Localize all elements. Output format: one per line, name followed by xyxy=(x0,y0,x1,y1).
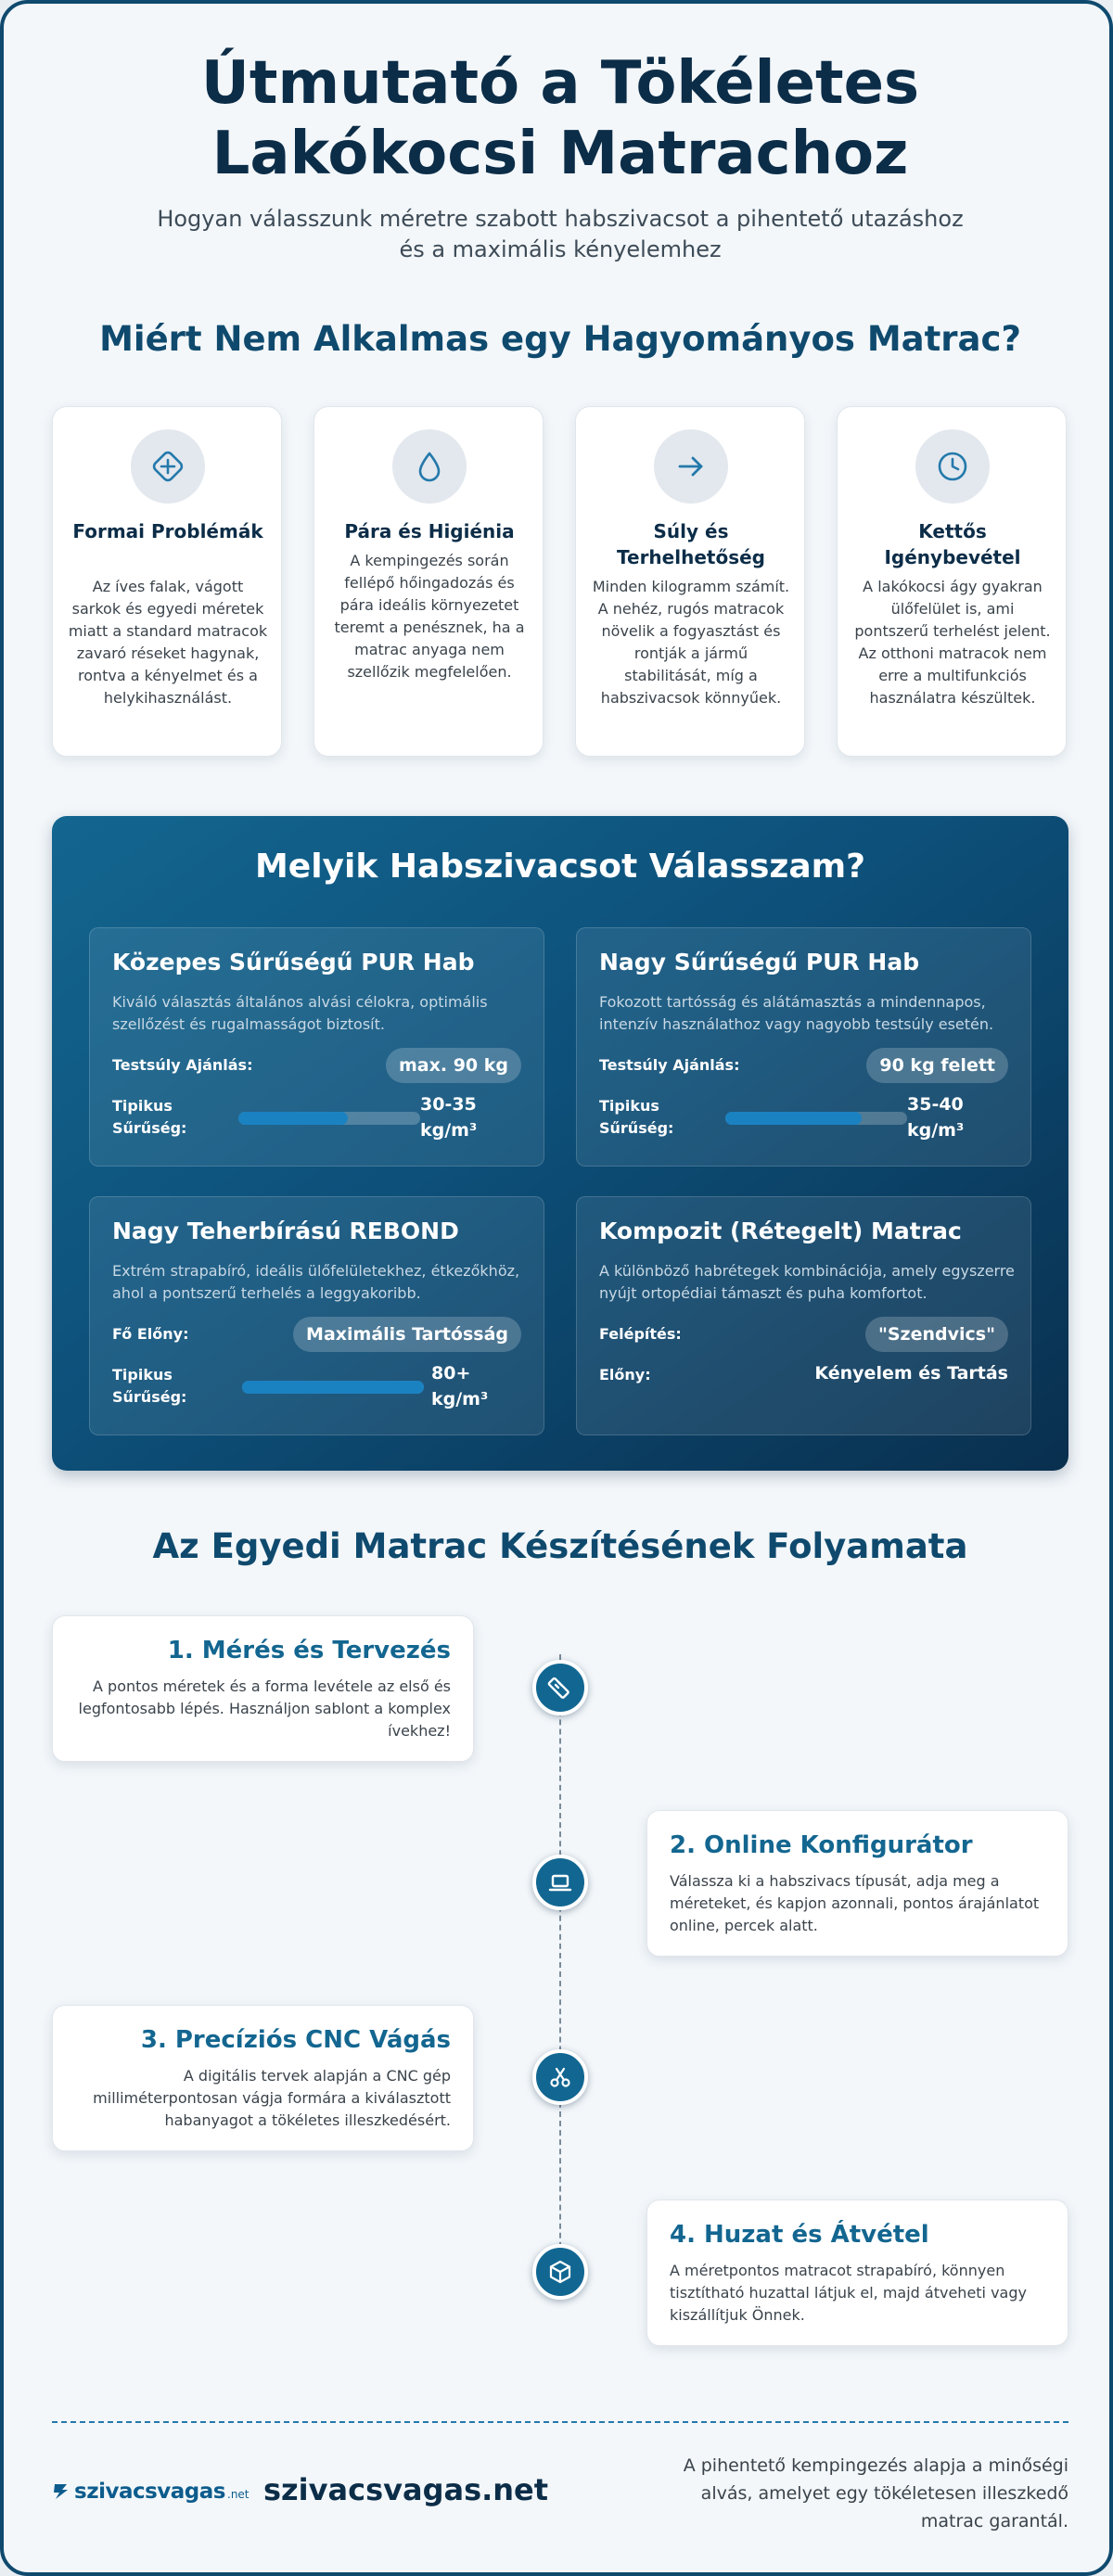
process-step-title: 4. Huzat és Átvétel xyxy=(670,2221,929,2249)
density-bar xyxy=(725,1112,907,1125)
process-step-text: A méretpontos matracot strapabíró, könnyen tisztítható huzattal látjuk el, majd átveheti vagy kiszállítjuk Önnek. xyxy=(670,2262,1027,2324)
logo-mark-icon xyxy=(52,2481,70,2502)
process-step-title: 1. Mérés és Tervezés xyxy=(167,1637,451,1664)
process-step-text: A pontos méretek és a forma levétele az első és legfontosabb lépés. Használjon sablont a komplex ívekhez! xyxy=(78,1677,451,1740)
foam-card-description: Fokozott tartósság és alátámasztás a mindennapos, intenzív használathoz vagy nagyobb testsúly esetén. xyxy=(599,993,994,1033)
structure-label: Felépítés: xyxy=(599,1325,682,1343)
density-label: Tipikus Sűrűség: xyxy=(112,1097,187,1137)
page-title: Útmutató a Tökéletes Lakókocsi Matrachoz xyxy=(200,49,920,188)
plus-diamond-icon xyxy=(131,429,205,504)
brand-name[interactable]: szivacsvagas.net xyxy=(263,2472,549,2507)
logo-tld: .net xyxy=(227,2488,249,2501)
problem-card-title: Súly és Terhelhetőség xyxy=(617,520,765,568)
foam-card xyxy=(89,1196,544,1435)
process-step-text: Válassza ki a habszivacs típusát, adja meg a méreteket, és kapjon azonnali, pontos árajánlatot online, percek alatt. xyxy=(670,1872,1040,1934)
benefit-value: Kényelem és Tartás xyxy=(814,1363,1008,1384)
weight-label: Testsúly Ajánlás: xyxy=(599,1056,740,1074)
foam-card-title: Közepes Sűrűségű PUR Hab xyxy=(112,949,475,976)
density-value: 35-40 kg/m³ xyxy=(907,1094,965,1141)
problem-card-text: A lakókocsi ágy gyakran ülőfelület is, ami pontszerű terhelést jelent. Az otthoni matracok nem erre a multifunkciós használatra készültek. xyxy=(854,578,1051,707)
foam-card-description: A különböző habrétegek kombinációja, amely egyszerre nyújt ortopédiai támaszt és puha komfortot. xyxy=(599,1262,1015,1302)
density-bar-fill xyxy=(725,1112,862,1125)
problem-card xyxy=(52,406,282,757)
problem-card-title: Pára és Higiénia xyxy=(344,520,515,542)
process-section-title: Az Egyedi Matrac Készítésének Folyamata xyxy=(152,1526,968,1566)
process-step xyxy=(646,2200,1068,2346)
clock-icon xyxy=(915,429,990,504)
process-step xyxy=(646,1810,1068,1957)
density-bar xyxy=(242,1381,424,1394)
ruler-pencil-icon xyxy=(532,1660,588,1715)
weight-badge: max. 90 kg xyxy=(386,1048,521,1083)
density-value: 30-35 kg/m³ xyxy=(420,1094,478,1141)
problem-card xyxy=(575,406,805,757)
foam-card-description: Kiváló választás általános alvási célokra, optimális szellőzést és rugalmasságot biztosít. xyxy=(112,993,488,1033)
page-subtitle: Hogyan válasszunk méretre szabott habszivacsot a pihentető utazáshoz és a maximális kényelemhez xyxy=(157,206,964,262)
process-step-title: 3. Precíziós CNC Vágás xyxy=(140,2026,451,2054)
foam-section-title: Melyik Habszivacsot Válasszam? xyxy=(254,848,866,886)
density-bar xyxy=(238,1112,420,1125)
problems-section-title: Miért Nem Alkalmas egy Hagyományos Matrac? xyxy=(99,319,1021,359)
density-value: 80+ kg/m³ xyxy=(431,1363,489,1409)
box-icon xyxy=(532,2244,588,2300)
problem-card-text: A kempingezés során fellépő hőingadozás és pára ideális környezetet teremt a penésznek, ha a matrac anyaga nem szellőzik megfelelően. xyxy=(334,552,525,681)
problem-card-title: Kettős Igénybevétel xyxy=(884,520,1021,568)
main-benefit-label: Fő Előny: xyxy=(112,1325,189,1343)
problem-cards xyxy=(52,406,1068,757)
timeline-line xyxy=(559,1654,561,2276)
weight-label: Testsúly Ajánlás: xyxy=(112,1056,253,1074)
process-step-text: A digitális tervek alapján a CNC gép milliméterpontosan vágja formára a kiválasztott habanyagot a tökéletes illeszkedésért. xyxy=(93,2067,451,2129)
density-label: Tipikus Sűrűség: xyxy=(112,1366,187,1406)
problem-card xyxy=(837,406,1067,757)
weight-badge: 90 kg felett xyxy=(866,1048,1008,1083)
process-step xyxy=(52,1615,474,1762)
structure-badge: "Szendvics" xyxy=(865,1317,1008,1352)
footer-tagline: A pihentető kempingezés alapja a minőségi alvás, amelyet egy tökéletesen illeszkedő matrac garantál. xyxy=(683,2455,1068,2531)
problem-card-text: Minden kilogramm számít. A nehéz, rugós matracok növelik a fogyasztást és rontják a jármű stabilitását, míg a habszivacsok könnyűek. xyxy=(592,578,790,707)
foam-card-title: Nagy Sűrűségű PUR Hab xyxy=(599,949,920,976)
brand-logo[interactable] xyxy=(52,2478,249,2506)
foam-card xyxy=(89,927,544,1167)
logo-wordmark: szivacsvagas xyxy=(74,2480,225,2504)
foam-card xyxy=(576,1196,1031,1435)
process-step xyxy=(52,2005,474,2151)
foam-section xyxy=(52,816,1068,1471)
arrow-right-icon xyxy=(654,429,728,504)
foam-card-title: Nagy Teherbírású REBOND xyxy=(112,1218,459,1244)
footer-divider xyxy=(52,2421,1068,2423)
laptop-icon xyxy=(532,1855,588,1910)
problem-card xyxy=(313,406,544,757)
droplet-icon xyxy=(392,429,467,504)
main-benefit-badge: Maximális Tartósság xyxy=(293,1317,521,1352)
problem-card-text: Az íves falak, vágott sarkok és egyedi méretek miatt a standard matracok zavaró réseket hagynak, rontva a kényelmet és a helykihasználást. xyxy=(68,578,268,707)
problem-card-title: Formai Problémák xyxy=(72,520,263,542)
foam-card-title: Kompozit (Rétegelt) Matrac xyxy=(599,1218,962,1244)
scissors-icon xyxy=(532,2049,588,2105)
process-step-title: 2. Online Konfigurátor xyxy=(670,1831,973,1859)
foam-card-description: Extrém strapabíró, ideális ülőfelületekhez, étkezőkhöz, ahol a pontszerű terhelés a leggyakoribb. xyxy=(112,1262,520,1302)
density-bar-fill xyxy=(242,1381,424,1394)
density-bar-fill xyxy=(238,1112,348,1125)
benefit-label: Előny: xyxy=(599,1366,651,1384)
foam-card xyxy=(576,927,1031,1167)
density-label: Tipikus Sűrűség: xyxy=(599,1097,674,1137)
